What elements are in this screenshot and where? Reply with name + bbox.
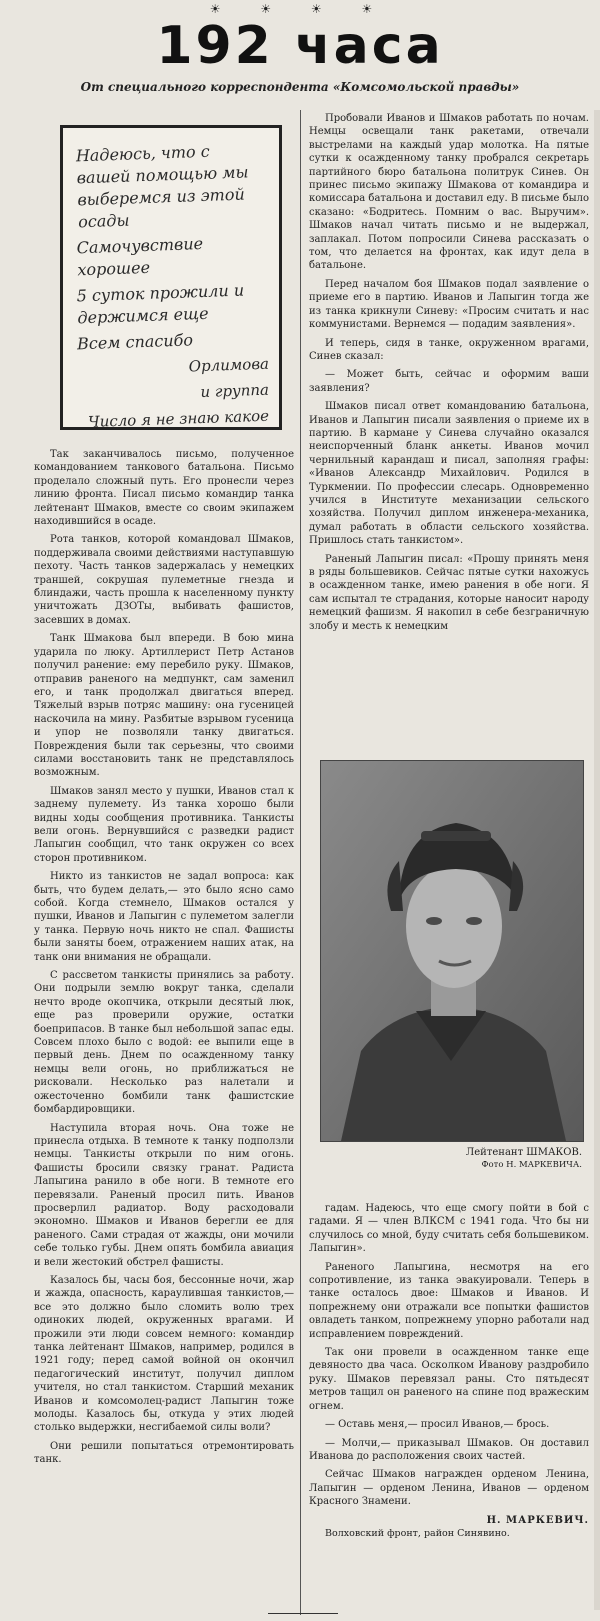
article-column-3 (309, 1202, 589, 1617)
paragraph: Наступила вторая ночь. Она тоже не принесла отдыха. В темноте к танку подползли немцы. Танкисты открыли по ним огонь. Фашисты бросили связку гранат. Радиста Лапыгина ранило в обе ноги. В темноте его перевязали. Раненый просил пить. Иванов просверлил радиатор. Воду расходовали экономно. Шмаков и Иванов берегли ее для раненого. Сами страдая от жажды, они мочили себе только губы. Днем опять бомбила авиация и вели жестокий обстрел фашисты. (34, 1122, 294, 1268)
portrait-illustration (321, 761, 583, 1141)
bottom-rule (268, 1613, 338, 1614)
paragraph: Так они провели в осажденном танке еще девяносто два часа. Осколком Иванову раздробило руку. Шмаков перевязал раны. Сто пятьдесят метров тащил он раненого на спине под вражеским огнем. (309, 1347, 589, 1412)
paragraph: — Молчи,— приказывал Шмаков. Он доставил Иванова до расположения своих частей. (309, 1437, 589, 1462)
article-column-2 (309, 112, 589, 752)
dateline: Волховский фронт, район Синявино. (325, 1527, 510, 1539)
handwritten-letter (60, 125, 282, 430)
paragraph: — Оставь меня,— просил Иванов,— брось. (325, 1419, 550, 1431)
headline: 192 часа (156, 16, 444, 76)
letter-line: Всем спасибо (76, 330, 194, 354)
paragraph: Пробовали Иванов и Шмаков работать по ночам. Немцы освещали танк ракетами, отвечали выстрелами на каждый удар молотка. На пятые сутки к осажденному танку пробрался секретарь партийного бюро батальона политрук Синев. Он принес письмо экипажу Шмакова от командира и комиссара батальона и доставил еду. В письме было сказано: «Бодритесь. Помним о вас. Выручим». Шмаков начал читать письмо и не выдержал, заплакал. Потом попросили Синева рассказать о том, что делается на фронтах, как идут дела в батальоне. (309, 113, 589, 272)
paragraph: гадам. Надеюсь, что еще смогу пойти в бой с гадами. Я — член ВЛКСМ с 1941 года. Что бы ни случилось со мной, буду считать себя большевиком. Лапыгин». (309, 1203, 589, 1255)
photo-caption (320, 1146, 582, 1172)
adjacent-column-edge (594, 110, 600, 1610)
paragraph: Раненый Лапыгин писал: «Прошу принять меня в ряды большевиков. Сейчас пятые сутки нахожусь в осажденном танке, имею ранения в обе ноги. Я сам испытал те страдания, которые наносит народу немецкий фашизм. Я накопил в себе безграничную злобу и месть к немецким (309, 553, 589, 632)
author-signature: Н. МАРКЕВИЧ. (486, 1514, 589, 1526)
letter-line: 5 суток прожили и держимся еще (76, 280, 245, 328)
paragraph: С рассветом танкисты принялись за работу. Они подрыли землю вокруг танка, сделали нечто вроде окопчика, открыли десятый люк, еще раз проверили оружие, остатки боеприпасов. В танке был небольшой запас еды. Совсем плохо было с водой: ее выпили еще в первый день. Днем по осажденному танку немцы вели огонь, но приближаться не рисковали. Несколько раз налетали и ожесточенно бомбили танк фашистские бомбардировщики. (34, 970, 294, 1116)
paragraph: Раненого Лапыгина, несмотря на его сопротивление, из танка эвакуировали. Теперь в танке осталось двое: Шмаков и Иванов. И попрежнему они отражали все попытки фашистов овладеть танком, попрежнему упорно работали над исправлением повреждений. (309, 1261, 589, 1340)
paragraph: Шмаков занял место у пушки, Иванов стал к заднему пулемету. Из танка хорошо были видны ходы сообщения противника. Танкисты вели огонь. Вернувшийся с разведки радист Лапыгин сообщил, что танк окружен со всех сторон противником. (34, 785, 294, 864)
paragraph: Так заканчивалось письмо, полученное командованием танкового батальона. Письмо проделало сложный путь. Его пронесли через линию фронта. Писал письмо командир танка лейтенант Шмаков, вместе со своим экипажем находившийся в осаде. (34, 449, 294, 528)
paragraph: Казалось бы, часы боя, бессонные ночи, жар и жажда, опасность, караулившая танкистов,— все это должно было сломить волю трех одиноких людей, окруженных врагами. И прожили эти люди совсем немного: командир танка лейтенант Шмаков, например, родился в 1921 году; перед самой войной он окончил педагогический институт, получил диплом учителя, но стал танкистом. Старший механик Иванов и комсомолец-радист Лапыгин тоже молоды. Казалось бы, откуда у этих людей столько выдержки, несгибаемой силы воли? (34, 1274, 294, 1434)
letter-line: Число я не знаю какое (87, 406, 270, 431)
paragraph: И теперь, сидя в танке, окруженном врагами, Синев сказал: (309, 337, 589, 362)
paragraph: Сейчас Шмаков награжден орденом Ленина, Лапыгин — орденом Ленина, Иванов — орденом Красного Знамени. (309, 1469, 589, 1508)
paragraph: — Может быть, сейчас и оформим ваши заявления? (309, 369, 589, 394)
portrait-photo (320, 760, 584, 1142)
paragraph: Перед началом боя Шмаков подал заявление о приеме его в партию. Иванов и Лапыгин тогда же из танка крикнули Синеву: «Просим считать и нас коммунистами. Вернемся — подадим заявления». (309, 278, 589, 331)
letter-line: Надеюсь, что с вашей помощью мы выберемся из этой осады (75, 141, 249, 232)
paragraph: Рота танков, которой командовал Шмаков, поддерживала своими действиями наступавшую пехоту. Часть танков задержалась у немецких траншей, сокрушая пулеметные гнезда и блиндажи, часть прошла к населенному пункту уничтожать ДЗОТы, выбивать фашистов, засевших в домах. (34, 534, 294, 626)
paragraph: Шмаков писал ответ командованию батальона, Иванов и Лапыгин писали заявления о приеме их в партию. В кармане у Синева случайно оказался неиспорченный бланк анкеты. Иванов мочил чернильный карандаш и писал, заполняя графы: «Иванов Александр Михайлович. Родился в Туркмении. По профессии слесарь. Одновременно учился в Институте механизации сельского хозяйства. Получил диплом инженера-механика, думал работать в области сельского хозяйства. Пришлось стать танкистом». (309, 401, 589, 547)
column-divider (300, 110, 301, 1615)
article-column-1 (34, 448, 294, 1616)
letter-signature: Орлимова (188, 354, 270, 376)
header-ornament: ☀ ☀ ☀ ☀ (209, 2, 391, 16)
paragraph: Танк Шмакова был впереди. В бою мина ударила по люку. Артиллерист Петр Астанов получил ранение: ему перебило руку. Шмаков, отправив раненого на медпункт, сам заменил его, и танк продолжал двигаться вперед. Тяжелый взрыв потряс машину: она гусеницей наскочила на мину. Разбитые взрывом гусеница и упор не позволяли танку двигаться. Повреждения были так серьезны, что своими силами восстановить танк не представлялось возможным. (34, 633, 294, 779)
caption-credit: Фото Н. МАРКЕВИЧА. (481, 1160, 582, 1170)
letter-line: Самочувствие хорошее (76, 233, 204, 280)
paragraph: Они решили попытаться отремонтировать танк. (34, 1440, 294, 1466)
paragraph: Никто из танкистов не задал вопроса: как быть, что будем делать,— это было ясно само собой. Когда стемнело, Шмаков остался у пушки, Иванов и Лапыгин с пулеметом залегли у танка. Первую ночь никто не спал. Фашисты были заняты боем, отражением наших атак, на танк они внимания не обращали. (34, 871, 294, 963)
caption-name: Лейтенант ШМАКОВ. (465, 1147, 582, 1158)
letter-line: и группа (200, 380, 270, 402)
subtitle: От специального корреспондента «Комсомольской правды» (80, 80, 520, 94)
